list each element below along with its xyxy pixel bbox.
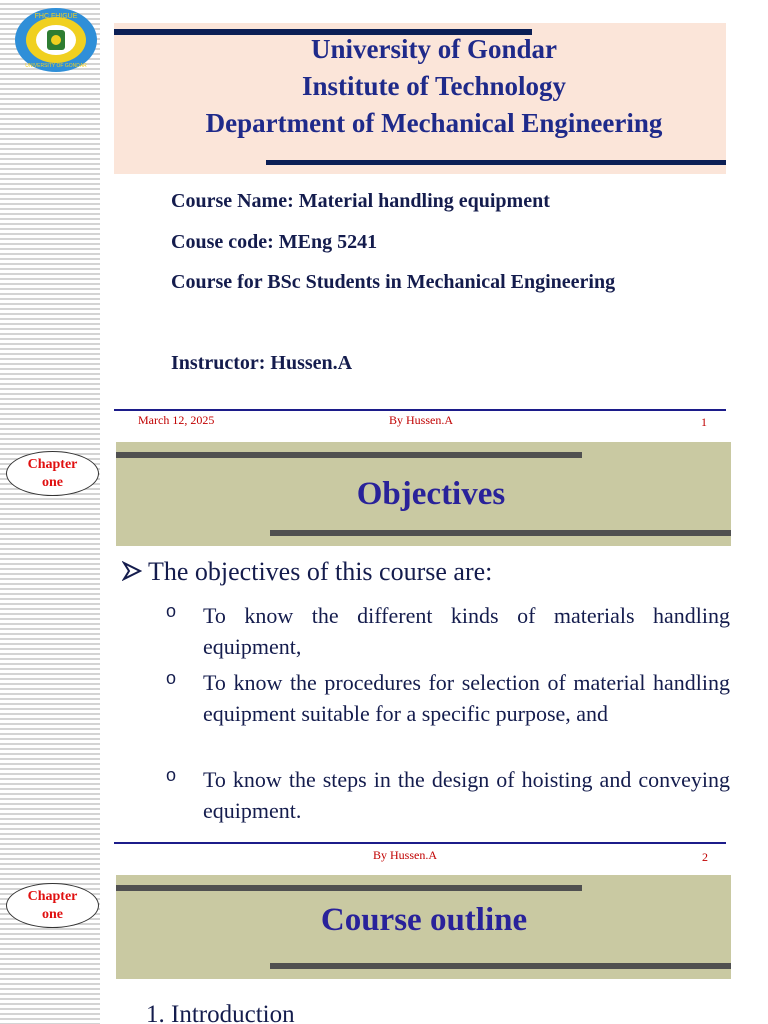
university-name: University of Gondar bbox=[311, 34, 557, 64]
header-bottom-bar bbox=[266, 160, 726, 165]
title-top-bar bbox=[116, 885, 582, 891]
svg-text:UNIVERSITY OF GONDAR: UNIVERSITY OF GONDAR bbox=[25, 63, 87, 69]
header-title bbox=[114, 31, 754, 142]
slide-title: Objectives bbox=[356, 476, 506, 512]
objective-item-1: To know the different kinds of materials handling equipment, bbox=[203, 603, 730, 659]
objective-item-2: To know the procedures for selection of material handling equipment suitable for a specific purpose, and bbox=[203, 670, 730, 726]
title-bottom-bar bbox=[270, 963, 731, 969]
title-header bbox=[114, 23, 726, 174]
sub-bullet-marker: o bbox=[166, 668, 177, 688]
badge-line2: one bbox=[42, 906, 63, 922]
chapter-badge bbox=[6, 883, 99, 928]
footer-divider bbox=[114, 842, 726, 844]
title-top-bar bbox=[116, 452, 582, 458]
badge-line1: Chapter bbox=[27, 888, 78, 904]
sub-bullet-marker: o bbox=[166, 601, 177, 621]
svg-text:FHC FHIGUE: FHC FHIGUE bbox=[34, 13, 78, 20]
title-box bbox=[116, 875, 731, 979]
arrow-bullet-icon bbox=[122, 561, 142, 581]
main-bullet-text: The objectives of this course are: bbox=[148, 557, 493, 586]
title-box bbox=[116, 442, 731, 546]
sub-bullet-marker: o bbox=[166, 765, 177, 785]
department-name: Department of Mechanical Engineering bbox=[205, 108, 663, 138]
title-bottom-bar bbox=[270, 530, 731, 536]
slide-2 bbox=[0, 434, 768, 867]
page-number: 1 bbox=[701, 415, 707, 429]
slide-title: Course outline bbox=[320, 902, 528, 938]
footer-date: March 12, 2025 bbox=[138, 413, 215, 427]
institute-name: Institute of Technology bbox=[301, 71, 567, 101]
page-number: 2 bbox=[702, 850, 708, 864]
footer-divider bbox=[114, 409, 726, 411]
slide-3 bbox=[0, 867, 768, 1024]
course-audience: Course for BSc Students in Mechanical Engineering bbox=[171, 271, 616, 293]
footer-author: By Hussen.A bbox=[373, 848, 438, 862]
objective-item-3: To know the steps in the design of hoisting and conveying equipment. bbox=[203, 767, 730, 823]
badge-line2: one bbox=[42, 474, 63, 490]
outline-item-1: 1. Introduction bbox=[146, 1001, 295, 1024]
footer-author: By Hussen.A bbox=[389, 413, 454, 427]
badge-line1: Chapter bbox=[27, 456, 78, 472]
main-bullet bbox=[122, 557, 492, 587]
course-name: Course Name: Material handling equipment bbox=[171, 190, 550, 212]
university-logo bbox=[14, 7, 98, 73]
course-code: Couse code: MEng 5241 bbox=[171, 231, 378, 253]
slide-1 bbox=[0, 0, 768, 434]
chapter-badge bbox=[6, 451, 99, 496]
instructor: Instructor: Hussen.A bbox=[171, 352, 353, 374]
